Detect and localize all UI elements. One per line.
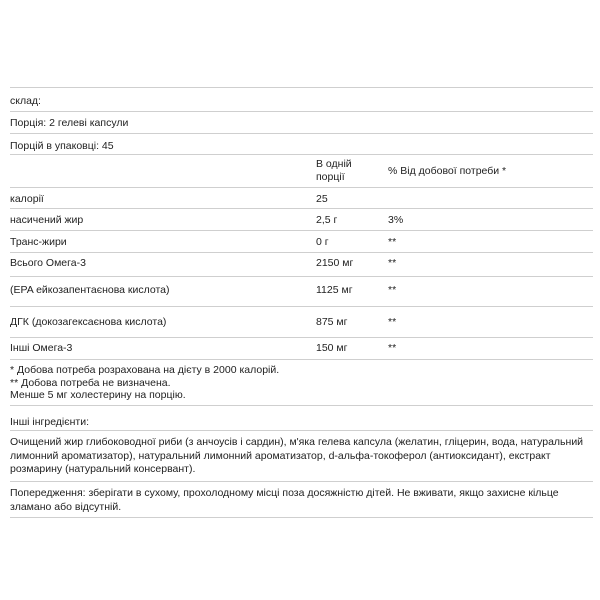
servings-per-pack: Порцій в упаковці: 45 bbox=[10, 140, 114, 152]
nutrient-amount: 1125 мг bbox=[316, 284, 353, 296]
table-row bbox=[0, 257, 600, 270]
footnote-daily-value: * Добова потреба розрахована на дієту в 2000 калорій. bbox=[10, 364, 280, 376]
nutrient-name: Інші Омега-3 bbox=[10, 342, 73, 354]
nutrient-daily-value: 3% bbox=[388, 214, 404, 226]
table-row bbox=[0, 214, 600, 227]
column-header-per-serving-line2: порції bbox=[316, 171, 345, 183]
divider bbox=[10, 306, 593, 307]
table-row bbox=[0, 316, 600, 329]
nutrient-amount: 2150 мг bbox=[316, 257, 354, 269]
nutrient-daily-value: ** bbox=[388, 284, 397, 296]
nutrient-name: насичений жир bbox=[10, 214, 84, 226]
serving-size: Порція: 2 гелеві капсули bbox=[10, 117, 129, 129]
footnotes bbox=[10, 364, 279, 402]
divider bbox=[10, 359, 593, 360]
column-header-per-serving-line1: В одній bbox=[316, 158, 352, 170]
divider bbox=[10, 187, 593, 188]
column-header-daily-value: % Від добової потреби * bbox=[388, 165, 507, 177]
divider bbox=[10, 230, 593, 231]
other-ingredients-list: Очищений жир глибоководної риби (з анчоусів і сардин), м'яка гелева капсула (желатин, гліцерин, вода, натуральний лимонний ароматизатор), натуральний лимонний ароматизатор, d-альфа-токоферол (антиоксидант), екстракт розмарину (натуральний консервант). bbox=[10, 436, 584, 475]
table-header bbox=[0, 158, 600, 184]
divider bbox=[10, 337, 593, 338]
divider bbox=[10, 276, 593, 277]
other-ingredients-title: Інші інгредієнти: bbox=[10, 416, 90, 428]
nutrient-daily-value: ** bbox=[388, 316, 397, 328]
nutrient-daily-value: ** bbox=[388, 342, 397, 354]
nutrient-amount: 0 г bbox=[316, 236, 329, 248]
divider bbox=[10, 87, 593, 88]
nutrient-name: калорії bbox=[10, 193, 44, 205]
nutrient-daily-value: ** bbox=[388, 236, 397, 248]
divider bbox=[10, 154, 593, 155]
footnote-not-established: ** Добова потреба не визначена. bbox=[10, 376, 171, 389]
table-row bbox=[0, 284, 600, 297]
nutrient-amount: 25 bbox=[316, 193, 328, 205]
nutrient-name: ДГК (докозагексаєнова кислота) bbox=[10, 316, 167, 328]
nutrient-name: (EPA ейкозапентаєнова кислота) bbox=[10, 284, 170, 296]
table-row bbox=[0, 342, 600, 355]
divider bbox=[10, 430, 593, 431]
table-row bbox=[0, 236, 600, 249]
divider bbox=[10, 517, 593, 518]
nutrient-amount: 2,5 г bbox=[316, 214, 338, 226]
nutrient-amount: 150 мг bbox=[316, 342, 348, 354]
table-row bbox=[0, 193, 600, 206]
nutrient-amount: 875 мг bbox=[316, 316, 348, 328]
nutrient-daily-value: ** bbox=[388, 257, 397, 269]
divider bbox=[10, 405, 593, 406]
divider bbox=[10, 208, 593, 209]
divider bbox=[10, 481, 593, 482]
composition-label: склад: bbox=[10, 95, 41, 107]
nutrient-name: Всього Омега-3 bbox=[10, 257, 86, 269]
divider bbox=[10, 133, 593, 134]
footnote-cholesterol: Менше 5 мг холестерину на порцію. bbox=[10, 389, 186, 401]
storage-warning: Попередження: зберігати в сухому, прохолодному місці поза досяжністю дітей. Не вживати, якщо захисне кільце зламано або відсутній. bbox=[10, 487, 559, 513]
divider bbox=[10, 111, 593, 112]
divider bbox=[10, 252, 593, 253]
nutrient-name: Транс-жири bbox=[10, 236, 67, 248]
